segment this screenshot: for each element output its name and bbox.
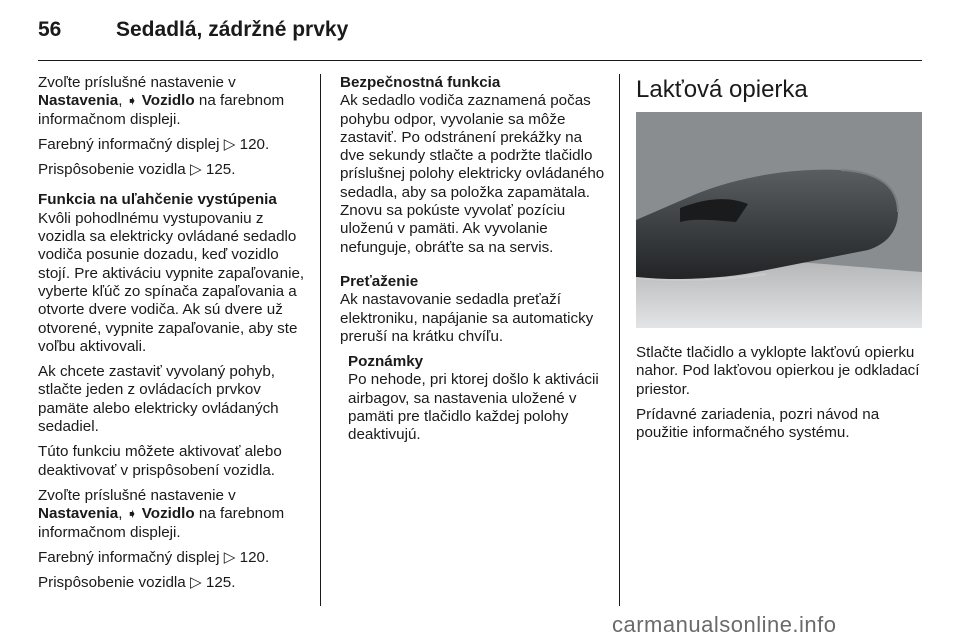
page-reference-icon: ▷ [223, 135, 236, 153]
paragraph-customization-ref-2: Prispôsobenie vozidla ▷ 125. [38, 574, 236, 592]
subheading-easy-exit: Funkcia na uľahčenie vystúpenia [38, 191, 277, 209]
paragraph-stop-motion: Ak chcete zastaviť vyvolaný pohyb, stlačte jeden z ovládacích prvkov pamäte alebo elektricky ovládaných sedadiel. [38, 363, 279, 436]
page-reference-icon: ▷ [189, 574, 202, 592]
menu-vehicle: Vozidlo [141, 505, 195, 523]
menu-settings: Nastavenia [38, 505, 119, 523]
chapter-title: Sedadlá, zádržné prvky [116, 18, 349, 41]
column-right [636, 74, 926, 449]
paragraph-display-ref: Farebný informačný displej ▷ 120. [38, 135, 270, 153]
page-number: 56 [38, 18, 62, 41]
page-header [38, 14, 922, 50]
column-divider [619, 74, 620, 606]
section-title: Lakťová opierka [636, 76, 808, 103]
note-title: Poznámky [348, 353, 424, 371]
page-reference-icon: ▷ [223, 548, 236, 566]
column-middle [340, 74, 606, 445]
paragraph-accessories: Prídavné zariadenia, pozri návod na použitie informačného systému. [636, 405, 880, 442]
paragraph-toggle: Túto funkciu môžete aktivovať alebo deaktivovať v prispôsobení vozidla. [38, 443, 282, 479]
header-rule [38, 60, 922, 61]
menu-settings: Nastavenia [38, 92, 119, 110]
note-box [348, 353, 606, 444]
paragraph-easy-exit: Kvôli pohodlnému vystupovaniu z vozidla sa elektricky ovládané sedadlo vodiča posunie dozadu, keď vozidlo stojí. Pre aktiváciu vypnite zapaľovanie, vyberte kľúč zo spínača zapaľovania a otvorte dvere vodiča. Ak sú dvere už otvorené, vypnite zapaľovanie, aby ste voľbu aktivovali. [38, 209, 305, 355]
paragraph-armrest: Stlačte tlačidlo a vyklopte lakťovú opierku nahor. Pod lakťovou opierkou je odkladací priestor. [636, 344, 920, 398]
menu-arrow-icon: ➧ [126, 93, 138, 109]
paragraph-display-ref-2: Farebný informačný displej ▷ 120. [38, 548, 270, 566]
armrest-illustration [636, 112, 922, 328]
paragraph-settings-2: Zvoľte príslušné nastavenie v Nastavenia, ➧ Vozidlo na farebnom informačnom displeji. [38, 486, 285, 541]
column-left [38, 74, 308, 599]
paragraph-customization-ref: Prispôsobenie vozidla ▷ 125. [38, 161, 236, 179]
watermark: carmanualsonline.info [612, 612, 837, 637]
subheading-overload: Preťaženie [340, 272, 419, 290]
paragraph-settings: Zvoľte príslušné nastavenie v Nastavenia, ➧ Vozidlo na farebnom informačnom displeji. [38, 74, 285, 128]
subheading-safety: Bezpečnostná funkcia [340, 74, 501, 91]
paragraph-overload: Ak nastavovanie sedadla preťaží elektroniku, napájanie sa automaticky preruší na krátku chvíľu. [340, 291, 594, 345]
paragraph-safety: Ak sedadlo vodiča zaznamená počas pohybu odpor, vyvolanie sa môže zastaviť. Po odstránení prekážky na dve sekundy stlačte a podržte tlačidlo príslušnej polohy elektricky ovládaného sedadla, aby sa položka zapamätala. Znovu sa pokúste vyvolať pozíciu uloženú v pamäti. Ak vyvolanie nefunguje, obráťte sa na servis. [340, 92, 605, 256]
page-reference-icon: ▷ [189, 161, 202, 179]
note-text: Po nehode, pri ktorej došlo k aktivácii airbagov, sa nastavenia uložené v pamäti pre tlačidlo každej polohy deaktivujú. [348, 371, 599, 444]
column-divider [320, 74, 321, 606]
menu-arrow-icon: ➧ [126, 506, 138, 522]
menu-vehicle: Vozidlo [141, 92, 195, 110]
armrest-photo [636, 112, 922, 328]
